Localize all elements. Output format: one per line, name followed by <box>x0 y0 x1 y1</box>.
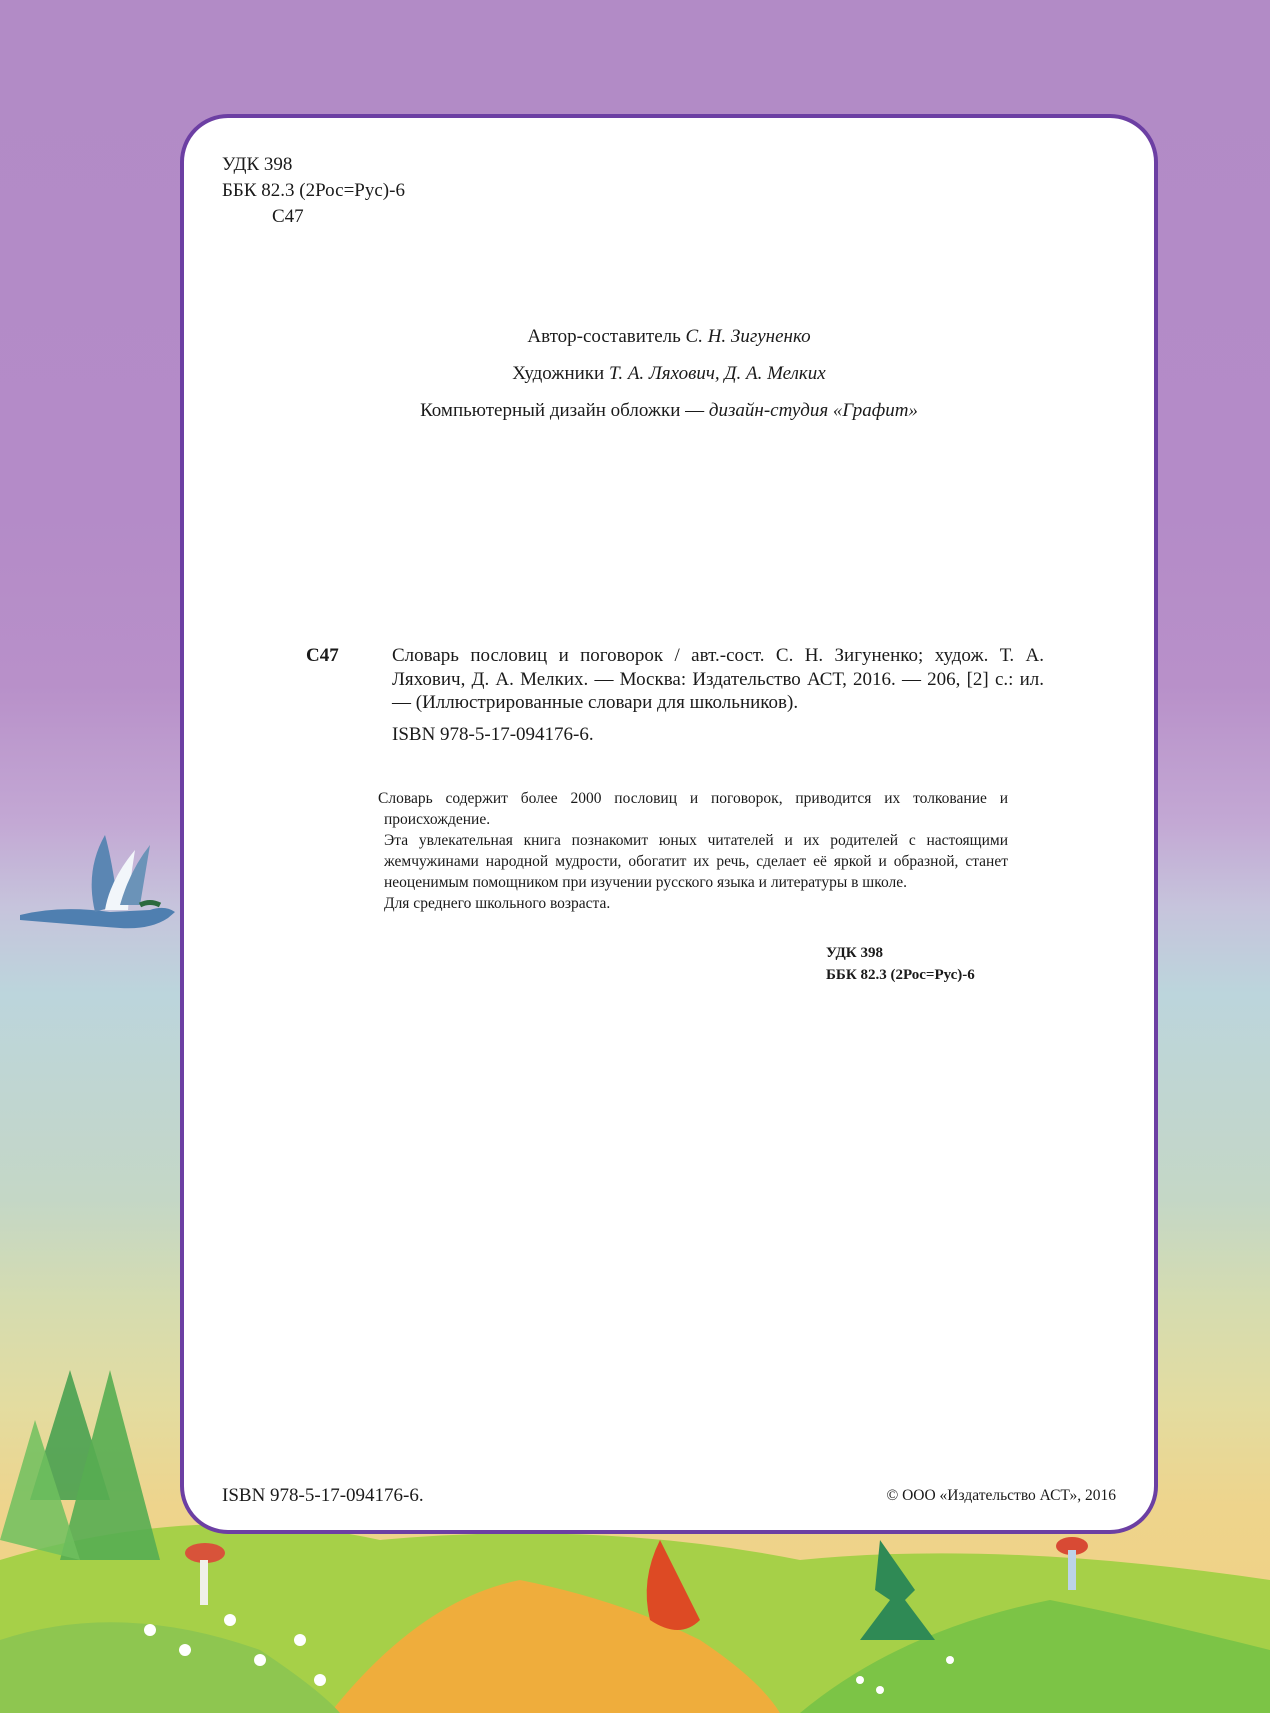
classification-top <box>222 152 405 230</box>
bbk-code: ББК 82.3 (2Рос=Рус)-6 <box>826 967 975 983</box>
bird-illustration <box>20 835 175 928</box>
artists-label: Художники <box>512 363 609 384</box>
credit-author <box>184 318 1154 355</box>
design-name: дизайн-студия «Графит» <box>708 400 918 421</box>
udk-code: УДК 398 <box>826 945 883 961</box>
classification-bottom <box>826 942 975 986</box>
annotation-paragraph: Для среднего школьного возраста. <box>384 895 611 912</box>
author-name: С. Н. Зигуненко <box>685 326 811 347</box>
artists-names: Т. А. Ляхович, Д. А. Мелких <box>608 363 826 384</box>
bbk-code: ББК 82.3 (2Рос=Рус)-6 <box>222 180 405 201</box>
design-label: Компьютерный дизайн обложки — <box>420 400 709 421</box>
record-entry: Словарь пословиц и поговорок / авт.-сост. С. Н. Зигуненко; худож. Т. А. Ляхович, Д. А. Мелких. — Москва: Издательство АСТ, 2016. — 206, [2] с.: ил. — (Иллюстрированные словари для школьников). <box>392 645 1044 713</box>
footer-isbn: ISBN 978-5-17-094176-6. <box>222 1485 424 1506</box>
author-label: Автор-составитель <box>527 326 686 347</box>
annotation <box>378 788 1008 914</box>
bibliographic-record <box>306 644 1044 746</box>
credit-design <box>184 392 1154 429</box>
annotation-paragraph: Эта увлекательная книга познакомит юных читателей и их родителей с настоящими жемчужинами народной мудрости, обогатит их речь, сделает её яркой и образной, станет неоценимым помощником при изучении русского языка и литературы в школе. <box>384 832 1008 891</box>
annotation-paragraph: Словарь содержит более 2000 пословиц и поговорок, приводится их толкование и происхождение. <box>378 790 1008 828</box>
record-isbn: ISBN 978-5-17-094176-6. <box>392 723 594 745</box>
footer-copyright: © ООО «Издательство АСТ», 2016 <box>886 1487 1116 1504</box>
record-code: С47 <box>306 645 339 666</box>
author-mark: С47 <box>272 206 304 227</box>
udk-code: УДК 398 <box>222 154 293 175</box>
credits <box>184 318 1154 429</box>
imprint-page-card <box>180 114 1158 1534</box>
credit-artists <box>184 355 1154 392</box>
